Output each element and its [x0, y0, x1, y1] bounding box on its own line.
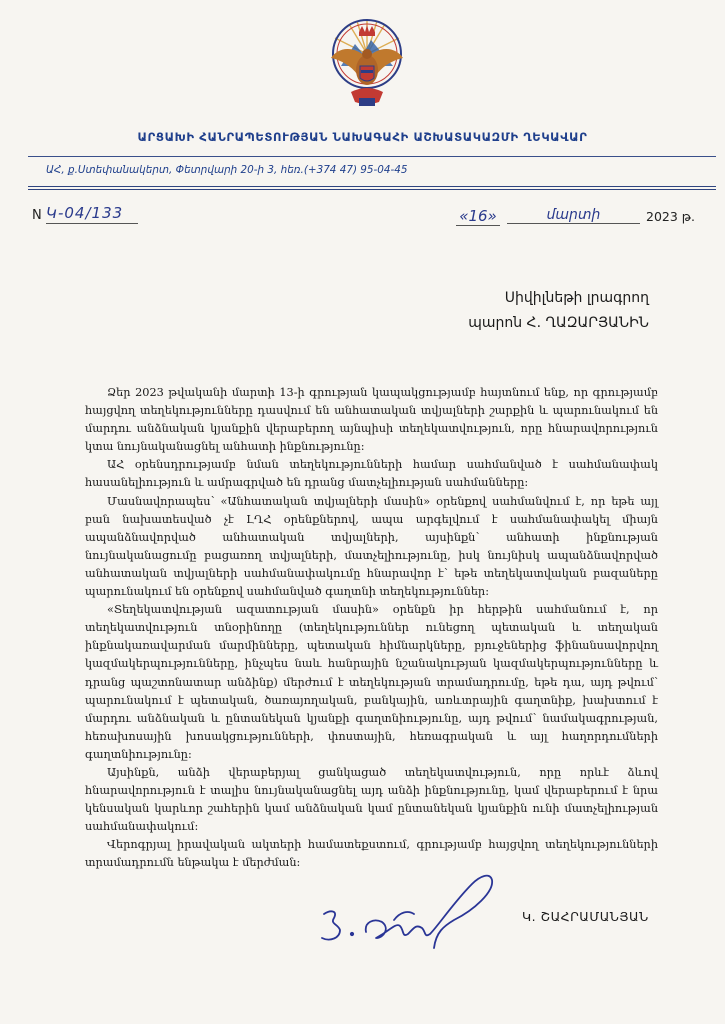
body-paragraph: Ձեր 2023 թվականի մարտի 13-ի գրության կապակցությամբ հայտնում ենք, որ գրությամբ հայցվող տեղեկությունները դասվում են անհատական տվյալների շարքին և պարունակում են մարդու անձնական կյանքին վերաբերող այնպիսի տեղեկատվություն, որը հնարավորություն կտա նույնականացնել անհատի ինքնությունը:	[85, 386, 658, 454]
body-paragraph: «Տեղեկատվության ազատության մասին» օրենքն իր հերթին սահմանում է, որ տեղեկատվություն տնօրինողը (տեղեկություններ ունեցող պետական և տեղական ինքնակառավարման մարմինները, պետական հիմնարկները, բյուջեներից ֆինանսավորվող կազմակերպությունները, ինչպես նաև հանրային նշանակության կազմակերպությունները և դրանց պաշտոնատար անձինք) մերժում է տեղեկության տրամադրումը, եթե դա, այդ թվում՝ պարունակում է պետական, ծառայողական, բանկային, առևտրային գաղտնիք, խախտում է մարդու անձնական և ընտանեկան կյանքի գաղտնիությունը, այդ թվում՝ նամակագրության, հեռախոսային խոսակցությունների, փոստային, հեռագրական և այլ հաղորդումների գաղտնիությունը:	[85, 603, 658, 761]
organization-address: ԱՀ, ք.Ստեփանակերտ, Փետրվարի 20-ի 3, հեռ.(+374 47) 95-04-45	[46, 164, 408, 176]
header-divider-thick	[28, 186, 716, 187]
header-divider-thin	[28, 189, 716, 190]
letter-body	[85, 384, 658, 873]
recipient-name: պարոն Հ. ՂԱԶԱՐՅԱՆԻՆ	[468, 315, 649, 331]
date-month: մարտի	[507, 207, 640, 224]
handwritten-signature-icon	[304, 862, 504, 962]
recipient-position: Սիվիլնեթի լրագրող	[504, 290, 649, 306]
body-paragraph: Մասնավորապես՝ «Անհատական տվյալների մասին» օրենքով սահմանվում է, որ եթե այլ բան նախատեսված չէ ԼՂՀ օրենքներով, ապա արգելվում է սահմանափակել միայն ապանձնավորված անհատական տվյալների, այսինքն՝ անհատի ինքնության նույնականացումը բացառող տվյալների, մատչելիությունը, իսկ նույնիսկ ապանձնավորված անհատական տվյալների սահմանափակումը հնարավոր է՝ եթե տեղեկատվական բազաները պարունակում են օրենքով սահմանված գաղտնի տեղեկություններ:	[85, 494, 658, 599]
date-year: 2023 թ.	[646, 209, 695, 224]
body-paragraph: Վերոգրյալ իրավական ակտերի համատեքստում, գրությամբ հայցվող տեղեկությունների տրամադրումն ենթակա է մերժման:	[85, 838, 658, 870]
date-day: «16»	[456, 207, 500, 226]
reference-number-prefix: N	[32, 208, 42, 223]
recipient-block	[468, 286, 649, 336]
coat-of-arms-icon	[327, 14, 407, 112]
body-paragraph: ԱՀ օրենսդրությամբ նման տեղեկությունների համար սահմանված է սահմանափակ հասանելիություն և ամրագրված են դրանց մատչելիության սահմանները:	[85, 458, 658, 490]
reference-number: Կ-04/133	[46, 204, 138, 224]
body-paragraph: Այսինքն, անձի վերաբերյալ ցանկացած տեղեկատվություն, որը որևէ ձևով հնարավորություն է տալիս նույնականացնել այդ անձի ինքնությունը, կամ վերաբերում է նրա կենսական կարևոր շահերին կամ անձնական կամ ընտանեկան կյանքին ունի մատչելիության սահմանափակում:	[85, 765, 658, 834]
signer-name: Կ. ՇԱՀՐԱՄԱՆՅԱՆ	[522, 909, 649, 924]
organization-title: ԱՐՑԱԽԻ ՀԱՆՐԱՊԵՏՈՒԹՅԱՆ ՆԱԽԱԳԱՀԻ ԱՇԽԱՏԱԿԱԶՄԻ ՂԵԿԱՎԱՐ	[137, 130, 588, 144]
header-divider	[28, 156, 716, 157]
